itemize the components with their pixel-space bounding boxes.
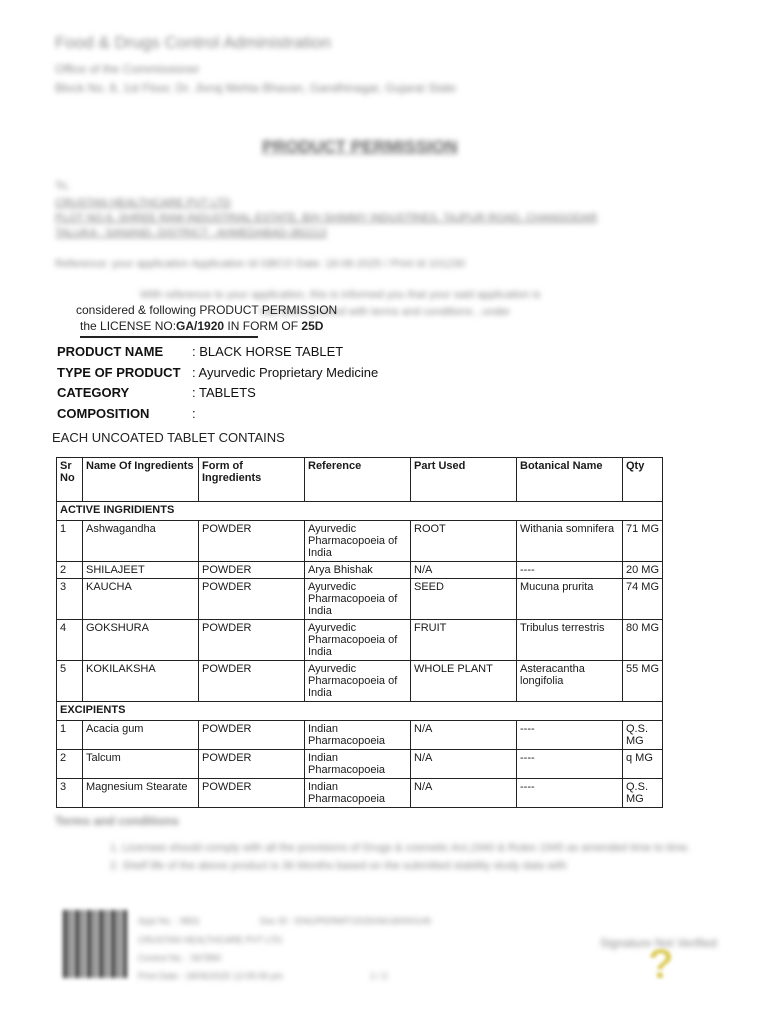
header-cell: Sr No [57,458,83,502]
table-cell: Indian Pharmacopoeia [305,750,411,779]
table-cell: WHOLE PLANT [411,661,517,702]
license-line [80,319,323,333]
footer-app-no: Appl No. : 9831 [138,916,201,926]
to-label: To, [55,180,70,192]
table-cell: N/A [411,721,517,750]
table-cell: POWDER [199,562,305,579]
license-underline [80,336,258,338]
table-row [57,562,663,579]
table-cell: ---- [517,721,623,750]
term-item: 1. Licensee should comply with all the provisions of Drugs & cosmetic Act,1940 & Rules 1945 as amended time to time. [110,842,691,854]
term-item: 2. Shelf life of the above product is 36 Months based on the submitted stability study data with [110,860,567,872]
table-cell: 80 MG [623,620,663,661]
license-number: GA/1920 [176,319,225,333]
table-cell: Asteracantha longifolia [517,661,623,702]
table-cell: 4 [57,620,83,661]
table-cell: POWDER [199,750,305,779]
signature-status: Signature Not Verified [600,936,717,950]
footer-page: 1 / 2 [370,971,388,981]
table-cell: Q.S. MG [623,779,663,808]
table-cell: 71 MG [623,521,663,562]
table-row [57,750,663,779]
category-label: CATEGORY [57,385,130,400]
product-name-value: : BLACK HORSE TABLET [192,344,344,359]
table-cell: ---- [517,779,623,808]
table-cell: KAUCHA [83,579,199,620]
product-name-label: PRODUCT NAME [57,344,164,359]
table-cell: Indian Pharmacopoeia [305,779,411,808]
table-cell: N/A [411,750,517,779]
table-cell: FRUIT [411,620,517,661]
table-cell: Ayurvedic Pharmacopoeia of India [305,620,411,661]
table-row [57,521,663,562]
composition-table [56,457,663,808]
table-cell: POWDER [199,521,305,562]
table-cell: Talcum [83,750,199,779]
table-cell: ---- [517,750,623,779]
table-cell: 3 [57,779,83,808]
each-tablet-caption: EACH UNCOATED TABLET CONTAINS [52,430,285,445]
table-cell: Mucuna prurita [517,579,623,620]
terms-block [55,814,710,872]
table-cell: POWDER [199,721,305,750]
table-header-row [57,458,663,502]
reference-line: Reference: your application Application Id GBCO Date: 18-06-2025 / Print Id 101230 [55,258,466,270]
footer-doc-id: Doc ID : ENG/PERMIT/2025/06/18/000145 [260,916,432,926]
composition-value: : [192,406,196,421]
body-text: With reference to your application, this is informed you that your said application is [140,289,541,301]
product-type-label: TYPE OF PRODUCT [57,365,181,380]
table-cell: 1 [57,521,83,562]
table-cell: 5 [57,661,83,702]
license-intro: considered & following PRODUCT PERMISSION [76,303,338,317]
header-cell: Part Used [411,458,517,502]
table-cell: N/A [411,562,517,579]
table-cell: ---- [517,562,623,579]
table-section-row [57,702,663,721]
qr-code [63,910,127,978]
table-cell: 74 MG [623,579,663,620]
section-label: ACTIVE INGRIDIENTS [57,502,663,521]
addressee-line: PLOT NO.6, SHREE RAM INDUSTRIAL ESTATE, B/H SHIMMY INDUSTRIES, TAJPUR ROAD, CHANGODAR [55,212,598,224]
footer-company: CRUSTAN HEALTHCARE PVT LTD [138,935,282,945]
table-row [57,661,663,702]
table-cell: Q.S. MG [623,721,663,750]
header-cell: Qty [623,458,663,502]
section-label: EXCIPIENTS [57,702,663,721]
table-cell: Ayurvedic Pharmacopoeia of India [305,521,411,562]
table-cell: 20 MG [623,562,663,579]
table-cell: 3 [57,579,83,620]
office-name: Office of the Commissioner [55,62,200,76]
table-cell: Ayurvedic Pharmacopoeia of India [305,661,411,702]
table-cell: 2 [57,750,83,779]
table-cell: Withania somnifera [517,521,623,562]
footer-print-date: Print Date : 18/06/2025 12:05:06 pm [138,971,284,981]
table-cell: 1 [57,721,83,750]
table-cell: POWDER [199,579,305,620]
table-cell: SHILAJEET [83,562,199,579]
table-cell: SEED [411,579,517,620]
table-cell: Tribulus terrestris [517,620,623,661]
table-cell: q MG [623,750,663,779]
document-title: PRODUCT PERMISSION [262,137,458,156]
header-cell: Form of Ingredients [199,458,305,502]
office-address: Block No. 8, 1st Floor, Dr. Jivraj Mehta Bhavan, Gandhinagar, Gujarat State [55,81,456,95]
header-cell: Reference [305,458,411,502]
table-cell: GOKSHURA [83,620,199,661]
composition-label: COMPOSITION [57,406,150,421]
license-form: 25D [301,319,324,333]
table-cell: 2 [57,562,83,579]
table-cell: POWDER [199,779,305,808]
table-section-row [57,502,663,521]
table-row [57,779,663,808]
table-row [57,579,663,620]
addressee-line: TALUKA : SANAND, DISTRICT : AHMEDABAD-382213 [55,227,327,239]
header-cell: Botanical Name [517,458,623,502]
category-value: : TABLETS [192,385,256,400]
table-cell: N/A [411,779,517,808]
table-cell: Magnesium Stearate [83,779,199,808]
table-row [57,721,663,750]
table-cell: ROOT [411,521,517,562]
table-cell: Ashwagandha [83,521,199,562]
table-cell: KOKILAKSHA [83,661,199,702]
header-cell: Name Of Ingredients [83,458,199,502]
table-cell: Ayurvedic Pharmacopoeia of India [305,579,411,620]
product-type-value: : Ayurvedic Proprietary Medicine [192,365,379,380]
body-text: has been granted with terms and conditions , under [260,306,511,318]
table-cell: Acacia gum [83,721,199,750]
table-cell: 55 MG [623,661,663,702]
addressee-block [55,196,695,241]
table-cell: POWDER [199,661,305,702]
license-prefix: the LICENSE NO: [80,319,177,333]
footer-control: Control No. : 567890 [138,953,222,963]
table-cell: Indian Pharmacopoeia [305,721,411,750]
signature-question-icon: ? [648,940,674,987]
terms-heading: Terms and conditions [55,814,179,828]
table-cell: POWDER [199,620,305,661]
addressee-line: CRUSTAN HEALTHCARE PVT LTD [55,197,231,209]
table-cell: Arya Bhishak [305,562,411,579]
authority-heading: Food & Drugs Control Administration [55,33,331,52]
license-mid: IN FORM OF [224,319,302,333]
table-row [57,620,663,661]
